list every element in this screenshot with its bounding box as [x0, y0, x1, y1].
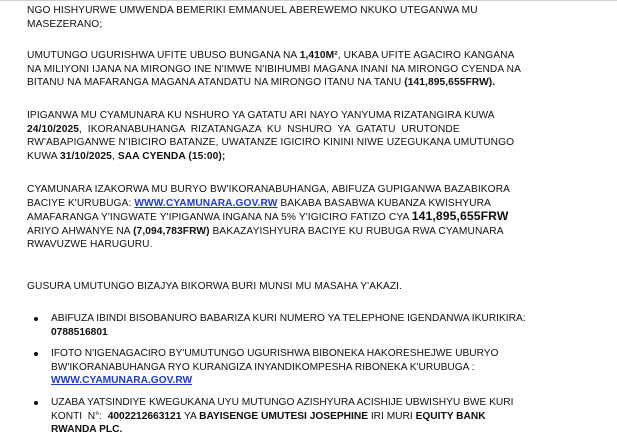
- text-line: AMAFARANGA Y'INGWATE Y'IPIGANWA INGANA NA 5% Y'IGICIRO FATIZO CYA 141,895,655FRW: [27, 209, 509, 224]
- text-line: KONTI N°: 4002212663121 YA BAYISENGE UMUTESI JOSEPHINE IRI MURI EQUITY BANK: [51, 410, 486, 422]
- text-line: UMUTUNGO UGURISHWA UFITE UBUSO BUNGANA NA 1,410M², UKABA UFITE AGACIRO KANGANA: [27, 50, 515, 61]
- text-line: KUWA 31/10/2025, SAA CYENDA (15:00);: [27, 150, 226, 162]
- text-line: BITANU NA MAFARANGA MAGANA ATANDATU NA MIRONGO ITANU NA TANU (141,895,655FRW).: [27, 77, 496, 89]
- auction-end-date: 31/10/2025: [59, 150, 112, 162]
- text-line: CYAMUNARA IZAKORWA MU BURYO BW'IKORANABUHANGA, ABIFUZA GUPIGANWA BAZABIKORA: [27, 184, 511, 195]
- list-item: [27, 347, 602, 388]
- guarantee-amount: (7,094,783FRW): [133, 225, 210, 237]
- info-bullet-list: [27, 312, 602, 445]
- bullet-icon: [34, 401, 38, 405]
- text-line: IFOTO N'IGENAGACIRO BY'UMUTUNGO UGURISHWA BIBONEKA HAKORESHEJWE UBURYO: [51, 348, 499, 360]
- text-line: NGO HISHYURWE UMWENDA BEMERIKI EMMANUEL ABEREWEMO NKUKO UTEGANWA MU: [27, 5, 478, 16]
- paragraph-online-auction: [27, 183, 587, 252]
- account-number: 4002212663121: [107, 410, 182, 422]
- text-line: MASEZERANO;: [27, 18, 103, 30]
- text-line: ARIYO AHWANYE NA (7,094,783FRW) BAKAZAYISHYURA BACIYE KU RUBUGA RWA CYAMUNARA: [27, 225, 504, 237]
- auction-end-time: SAA CYENDA (15:00);: [117, 150, 226, 162]
- paragraph-property-visit: [27, 280, 587, 294]
- paragraph-debt-repayment: [27, 4, 587, 31]
- text-line: ABIFUZA IBINDI BISOBANURO BABARIZA KURI NUMERO YA TELEPHONE IGENDANWA IKURIKIRA:: [51, 313, 526, 324]
- list-item: [27, 396, 602, 437]
- auction-start-date: 24/10/2025: [27, 123, 79, 135]
- text-line: NA MILIYONI IJANA NA MIRONGO INE N'IMWE N'IBIHUMBI MAGANA INANI NA MIRONGO CYENDA NA: [27, 63, 521, 75]
- bullet-icon: [34, 352, 38, 356]
- text-line: BW'IKORANABUHANGA RYO KURANGIZA INYANDIKOMPESHA RIBONEKA K'URUBUGA :: [51, 361, 475, 373]
- text-line: RW'ABAPIGANWE N'IBICIRO BATANZE, UWATANZE IGICIRO KININI NIWE UZEGUKANA UMUTUNGO: [27, 137, 515, 149]
- text-line: GUSURA UMUTUNGO BIZAJYA BIKORWA BURI MUNSI MU MASAHA Y'AKAZI.: [27, 281, 403, 292]
- property-value-amount: (141,895,655FRW).: [404, 77, 496, 89]
- list-item: [27, 312, 602, 339]
- paragraph-property-value: [27, 49, 587, 90]
- bank-name-continued: RWANDA PLC.: [51, 424, 123, 436]
- cyamunara-website-link[interactable]: WWW.CYAMUNARA.GOV.RW: [134, 197, 278, 209]
- text-line: RWAVUZWE HARUGURU.: [27, 239, 153, 251]
- account-holder-name: BAYISENGE UMUTESI JOSEPHINE: [199, 410, 369, 422]
- cyamunara-website-link[interactable]: WWW.CYAMUNARA.GOV.RW: [51, 375, 193, 387]
- paragraph-auction-dates: [27, 109, 587, 163]
- text-line: UZABA YATSINDIYE KWEGUKANA UYU MUTUNGO AZISHYURA ACISHIJE UBWISHYU BWE KURI: [51, 396, 514, 408]
- base-price-amount: 141,895,655FRW: [411, 209, 509, 224]
- text-line: 24/10/2025, IKORANABUHANGA RIZATANGAZA KU NSHURO YA GATATU URUTONDE: [27, 123, 460, 135]
- top-divider: [0, 0, 617, 1]
- bank-name: EQUITY BANK: [415, 410, 486, 422]
- text-line: IPIGANWA MU CYAMUNARA KU NSHURO YA GATATU ARI NAYO YANYUMA RIZATANGIRA KUWA: [27, 110, 495, 121]
- text-line: BACIYE K'URUBUGA: WWW.CYAMUNARA.GOV.RW BAKABA BASABWA KUBANZA KWISHYURA: [27, 197, 491, 209]
- phone-number: 0788516801: [51, 326, 108, 338]
- property-area: 1,410M²: [299, 50, 338, 61]
- bullet-icon: [34, 317, 38, 321]
